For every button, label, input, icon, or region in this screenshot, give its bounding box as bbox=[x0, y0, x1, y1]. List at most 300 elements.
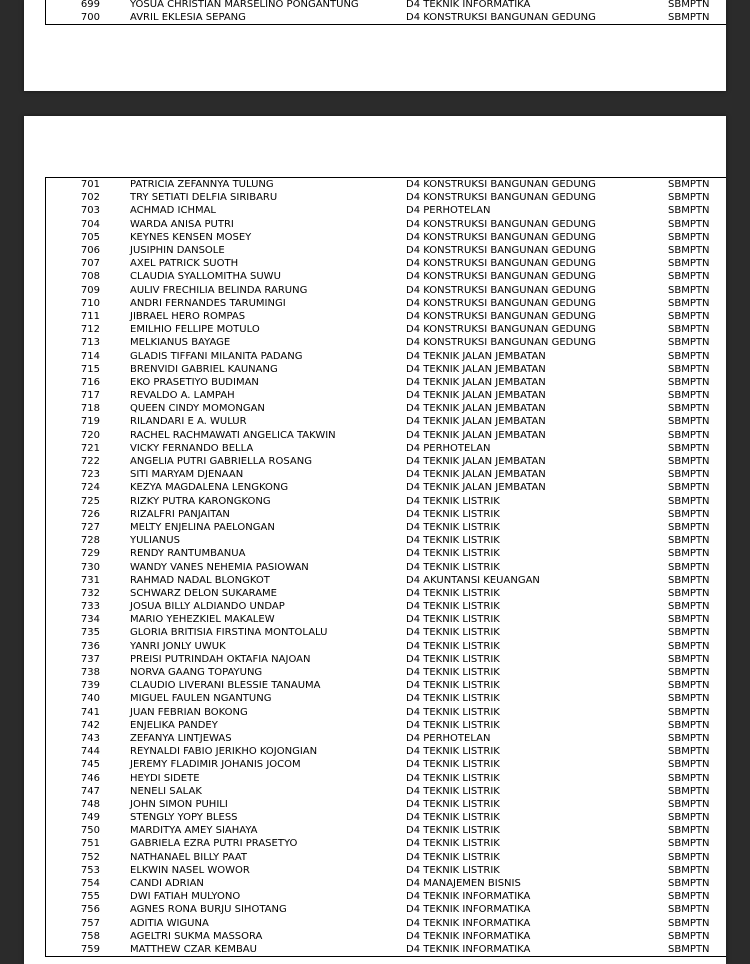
admission-path: SBMPTN bbox=[668, 667, 710, 679]
table-row bbox=[46, 481, 727, 494]
table-row bbox=[46, 824, 727, 837]
study-program: D4 TEKNIK LISTRIK bbox=[406, 640, 500, 652]
study-program: D4 TEKNIK JALAN JEMBATAN bbox=[406, 390, 546, 402]
table-row bbox=[46, 363, 727, 376]
study-program: D4 TEKNIK LISTRIK bbox=[406, 838, 500, 850]
admission-path: SBMPTN bbox=[668, 785, 710, 797]
row-number: 740 bbox=[80, 693, 100, 705]
admission-path: SBMPTN bbox=[668, 772, 710, 784]
table-row bbox=[46, 917, 727, 930]
table-row bbox=[46, 389, 727, 402]
admission-path: SBMPTN bbox=[668, 390, 710, 402]
table-row bbox=[46, 191, 727, 204]
admission-path: SBMPTN bbox=[668, 878, 710, 890]
student-name: KEYNES KENSEN MOSEY bbox=[130, 231, 252, 243]
admission-path: SBMPTN bbox=[668, 521, 710, 533]
study-program: D4 KONSTRUKSI BANGUNAN GEDUNG bbox=[406, 258, 596, 270]
row-number: 709 bbox=[80, 284, 100, 296]
student-name: JOSUA BILLY ALDIANDO UNDAP bbox=[130, 601, 285, 613]
table-row bbox=[46, 653, 727, 666]
study-program: D4 TEKNIK LISTRIK bbox=[406, 812, 500, 824]
table-row bbox=[46, 218, 727, 231]
row-number: 736 bbox=[80, 640, 100, 652]
table-row bbox=[46, 758, 727, 771]
study-program: D4 TEKNIK LISTRIK bbox=[406, 627, 500, 639]
admission-path: SBMPTN bbox=[668, 943, 710, 955]
row-number: 725 bbox=[80, 495, 100, 507]
admission-path: SBMPTN bbox=[668, 653, 710, 665]
table-row bbox=[46, 349, 727, 362]
table-row bbox=[46, 560, 727, 573]
table-row bbox=[46, 626, 727, 639]
study-program: D4 TEKNIK INFORMATIKA bbox=[406, 0, 531, 11]
study-program: D4 AKUNTANSI KEUANGAN bbox=[406, 574, 540, 586]
study-program: D4 TEKNIK LISTRIK bbox=[406, 653, 500, 665]
row-number: 748 bbox=[80, 798, 100, 810]
student-name: MIGUEL FAULEN NGANTUNG bbox=[130, 693, 272, 705]
row-number: 743 bbox=[80, 732, 100, 744]
row-number: 745 bbox=[80, 759, 100, 771]
admission-path: SBMPTN bbox=[668, 363, 710, 375]
admission-path: SBMPTN bbox=[668, 245, 710, 257]
student-name: AGELTRI SUKMA MASSORA bbox=[130, 930, 263, 942]
admission-path: SBMPTN bbox=[668, 508, 710, 520]
student-name: ZEFANYA LINTJEWAS bbox=[130, 732, 232, 744]
admission-path: SBMPTN bbox=[668, 179, 710, 191]
student-name: WARDA ANISA PUTRI bbox=[130, 218, 234, 230]
study-program: D4 KONSTRUKSI BANGUNAN GEDUNG bbox=[406, 284, 596, 296]
document-page-top bbox=[24, 0, 726, 91]
student-name: MARIO YEHEZKIEL MAKALEW bbox=[130, 614, 275, 626]
table-row bbox=[46, 587, 727, 600]
study-program: D4 KONSTRUKSI BANGUNAN GEDUNG bbox=[406, 337, 596, 349]
table-row bbox=[46, 692, 727, 705]
student-name: RAHMAD NADAL BLONGKOT bbox=[130, 574, 270, 586]
table-row bbox=[46, 732, 727, 745]
table-row bbox=[46, 837, 727, 850]
row-number: 732 bbox=[80, 587, 100, 599]
row-number: 714 bbox=[80, 350, 100, 362]
study-program: D4 TEKNIK JALAN JEMBATAN bbox=[406, 469, 546, 481]
row-number: 726 bbox=[80, 508, 100, 520]
row-number: 700 bbox=[80, 12, 100, 24]
admission-path: SBMPTN bbox=[668, 680, 710, 692]
student-name: CLAUDIO LIVERANI BLESSIE TANAUMA bbox=[130, 680, 321, 692]
table-row bbox=[46, 429, 727, 442]
student-name: EMILHIO FELLIPE MOTULO bbox=[130, 324, 260, 336]
student-name: GLADIS TIFFANI MILANITA PADANG bbox=[130, 350, 303, 362]
study-program: D4 TEKNIK JALAN JEMBATAN bbox=[406, 403, 546, 415]
row-number: 734 bbox=[80, 614, 100, 626]
row-number: 713 bbox=[80, 337, 100, 349]
admission-path: SBMPTN bbox=[668, 614, 710, 626]
study-program: D4 TEKNIK LISTRIK bbox=[406, 561, 500, 573]
row-number: 754 bbox=[80, 878, 100, 890]
student-name: JOHN SIMON PUHILI bbox=[130, 798, 228, 810]
student-name: JUSIPHIN DANSOLE bbox=[130, 245, 225, 257]
admission-path: SBMPTN bbox=[668, 297, 710, 309]
student-name: ANDRI FERNANDES TARUMINGI bbox=[130, 297, 286, 309]
admission-path: SBMPTN bbox=[668, 693, 710, 705]
student-name: ANGELIA PUTRI GABRIELLA ROSANG bbox=[130, 456, 312, 468]
admission-path: SBMPTN bbox=[668, 192, 710, 204]
admission-path: SBMPTN bbox=[668, 574, 710, 586]
student-name: ADITIA WIGUNA bbox=[130, 917, 209, 929]
student-name: CANDI ADRIAN bbox=[130, 878, 204, 890]
student-name: AXEL PATRICK SUOTH bbox=[130, 258, 239, 270]
study-program: D4 TEKNIK LISTRIK bbox=[406, 759, 500, 771]
table-row bbox=[46, 178, 727, 192]
admission-path: SBMPTN bbox=[668, 0, 710, 11]
row-number: 744 bbox=[80, 746, 100, 758]
admission-path: SBMPTN bbox=[668, 469, 710, 481]
study-program: D4 KONSTRUKSI BANGUNAN GEDUNG bbox=[406, 324, 596, 336]
table-row bbox=[46, 851, 727, 864]
student-name: RIZKY PUTRA KARONGKONG bbox=[130, 495, 271, 507]
student-name: KEZYA MAGDALENA LENGKONG bbox=[130, 482, 289, 494]
student-name: MELKIANUS BAYAGE bbox=[130, 337, 231, 349]
row-number: 759 bbox=[80, 943, 100, 955]
student-name: YANRI JONLY UWUK bbox=[130, 640, 226, 652]
admission-path: SBMPTN bbox=[668, 350, 710, 362]
table-row bbox=[46, 270, 727, 283]
student-name: WANDY VANES NEHEMIA PASIOWAN bbox=[130, 561, 309, 573]
student-name: JEREMY FLADIMIR JOHANIS JOCOM bbox=[130, 759, 301, 771]
table-row bbox=[46, 244, 727, 257]
admission-path: SBMPTN bbox=[668, 337, 710, 349]
row-number: 749 bbox=[80, 812, 100, 824]
study-program: D4 TEKNIK JALAN JEMBATAN bbox=[406, 456, 546, 468]
student-name: AULIV FRECHILIA BELINDA RARUNG bbox=[130, 284, 308, 296]
table-row bbox=[46, 679, 727, 692]
row-number: 705 bbox=[80, 231, 100, 243]
study-program: D4 KONSTRUKSI BANGUNAN GEDUNG bbox=[406, 192, 596, 204]
admission-path: SBMPTN bbox=[668, 798, 710, 810]
table-row bbox=[46, 0, 727, 11]
student-name: HEYDI SIDETE bbox=[130, 772, 200, 784]
study-program: D4 PERHOTELAN bbox=[406, 442, 491, 454]
row-number: 711 bbox=[80, 310, 100, 322]
table-row bbox=[46, 877, 727, 890]
admission-path: SBMPTN bbox=[668, 891, 710, 903]
table-row bbox=[46, 890, 727, 903]
student-name: RENDY RANTUMBANUA bbox=[130, 548, 246, 560]
table-row bbox=[46, 943, 727, 957]
row-number: 746 bbox=[80, 772, 100, 784]
admission-path: SBMPTN bbox=[668, 601, 710, 613]
table-row bbox=[46, 547, 727, 560]
student-name: YOSUA CHRISTIAN MARSELINO PONGANTUNG bbox=[130, 0, 359, 11]
student-name: MATTHEW CZAR KEMBAU bbox=[130, 943, 257, 955]
study-program: D4 TEKNIK LISTRIK bbox=[406, 693, 500, 705]
row-number: 747 bbox=[80, 785, 100, 797]
study-program: D4 TEKNIK LISTRIK bbox=[406, 587, 500, 599]
admission-path: SBMPTN bbox=[668, 258, 710, 270]
admission-path: SBMPTN bbox=[668, 746, 710, 758]
student-name: RIZALFRI PANJAITAN bbox=[130, 508, 230, 520]
table-row bbox=[46, 508, 727, 521]
results-table-bottom bbox=[45, 177, 726, 957]
table-row bbox=[46, 402, 727, 415]
study-program: D4 TEKNIK LISTRIK bbox=[406, 706, 500, 718]
student-name: ACHMAD ICHMAL bbox=[130, 205, 217, 217]
row-number: 727 bbox=[80, 521, 100, 533]
study-program: D4 PERHOTELAN bbox=[406, 732, 491, 744]
student-name: REVALDO A. LAMPAH bbox=[130, 390, 235, 402]
student-name: NATHANAEL BILLY PAAT bbox=[130, 851, 247, 863]
row-number: 756 bbox=[80, 904, 100, 916]
row-number: 737 bbox=[80, 653, 100, 665]
table-row bbox=[46, 310, 727, 323]
study-program: D4 TEKNIK LISTRIK bbox=[406, 601, 500, 613]
row-number: 751 bbox=[80, 838, 100, 850]
table-row bbox=[46, 719, 727, 732]
study-program: D4 TEKNIK LISTRIK bbox=[406, 864, 500, 876]
student-name: MELTY ENJELINA PAELONGAN bbox=[130, 521, 275, 533]
study-program: D4 KONSTRUKSI BANGUNAN GEDUNG bbox=[406, 179, 596, 191]
row-number: 701 bbox=[80, 179, 100, 191]
study-program: D4 TEKNIK LISTRIK bbox=[406, 535, 500, 547]
table-row bbox=[46, 771, 727, 784]
admission-path: SBMPTN bbox=[668, 416, 710, 428]
study-program: D4 KONSTRUKSI BANGUNAN GEDUNG bbox=[406, 218, 596, 230]
student-name: ENJELIKA PANDEY bbox=[130, 719, 218, 731]
table-row bbox=[46, 521, 727, 534]
row-number: 731 bbox=[80, 574, 100, 586]
study-program: D4 TEKNIK JALAN JEMBATAN bbox=[406, 363, 546, 375]
admission-path: SBMPTN bbox=[668, 271, 710, 283]
table-row bbox=[46, 930, 727, 943]
row-number: 728 bbox=[80, 535, 100, 547]
table-row bbox=[46, 600, 727, 613]
student-name: GABRIELA EZRA PUTRI PRASETYO bbox=[130, 838, 298, 850]
table-row bbox=[46, 442, 727, 455]
admission-path: SBMPTN bbox=[668, 403, 710, 415]
row-number: 738 bbox=[80, 667, 100, 679]
study-program: D4 KONSTRUKSI BANGUNAN GEDUNG bbox=[406, 310, 596, 322]
table-row bbox=[46, 613, 727, 626]
study-program: D4 KONSTRUKSI BANGUNAN GEDUNG bbox=[406, 297, 596, 309]
admission-path: SBMPTN bbox=[668, 456, 710, 468]
admission-path: SBMPTN bbox=[668, 812, 710, 824]
row-number: 729 bbox=[80, 548, 100, 560]
table-row bbox=[46, 336, 727, 349]
study-program: D4 TEKNIK LISTRIK bbox=[406, 508, 500, 520]
student-name: EKO PRASETIYO BUDIMAN bbox=[130, 376, 259, 388]
study-program: D4 TEKNIK LISTRIK bbox=[406, 719, 500, 731]
study-program: D4 TEKNIK LISTRIK bbox=[406, 851, 500, 863]
study-program: D4 KONSTRUKSI BANGUNAN GEDUNG bbox=[406, 231, 596, 243]
table-row bbox=[46, 376, 727, 389]
admission-path: SBMPTN bbox=[668, 442, 710, 454]
study-program: D4 KONSTRUKSI BANGUNAN GEDUNG bbox=[406, 271, 596, 283]
student-name: PATRICIA ZEFANNYA TULUNG bbox=[130, 179, 274, 191]
table-row bbox=[46, 574, 727, 587]
study-program: D4 TEKNIK LISTRIK bbox=[406, 798, 500, 810]
row-number: 752 bbox=[80, 851, 100, 863]
row-number: 702 bbox=[80, 192, 100, 204]
student-name: AGNES RONA BURJU SIHOTANG bbox=[130, 904, 287, 916]
row-number: 720 bbox=[80, 429, 100, 441]
row-number: 707 bbox=[80, 258, 100, 270]
study-program: D4 MANAJEMEN BISNIS bbox=[406, 878, 521, 890]
admission-path: SBMPTN bbox=[668, 12, 710, 24]
admission-path: SBMPTN bbox=[668, 376, 710, 388]
admission-path: SBMPTN bbox=[668, 851, 710, 863]
student-name: DWI FATIAH MULYONO bbox=[130, 891, 241, 903]
admission-path: SBMPTN bbox=[668, 732, 710, 744]
table-row bbox=[46, 297, 727, 310]
admission-path: SBMPTN bbox=[668, 429, 710, 441]
admission-path: SBMPTN bbox=[668, 864, 710, 876]
study-program: D4 TEKNIK JALAN JEMBATAN bbox=[406, 376, 546, 388]
study-program: D4 TEKNIK LISTRIK bbox=[406, 614, 500, 626]
table-row bbox=[46, 284, 727, 297]
table-row bbox=[46, 745, 727, 758]
table-row bbox=[46, 323, 727, 336]
study-program: D4 TEKNIK LISTRIK bbox=[406, 772, 500, 784]
student-name: PREISI PUTRINDAH OKTAFIA NAJOAN bbox=[130, 653, 311, 665]
study-program: D4 TEKNIK INFORMATIKA bbox=[406, 943, 531, 955]
row-number: 753 bbox=[80, 864, 100, 876]
row-number: 721 bbox=[80, 442, 100, 454]
row-number: 703 bbox=[80, 205, 100, 217]
student-name: REYNALDI FABIO JERIKHO KOJONGIAN bbox=[130, 746, 318, 758]
student-name: RILANDARI E A. WULUR bbox=[130, 416, 247, 428]
student-name: CLAUDIA SYALLOMITHA SUWU bbox=[130, 271, 281, 283]
student-name: NORVA GAANG TOPAYUNG bbox=[130, 667, 263, 679]
student-name: JUAN FEBRIAN BOKONG bbox=[130, 706, 248, 718]
study-program: D4 TEKNIK LISTRIK bbox=[406, 785, 500, 797]
study-program: D4 TEKNIK INFORMATIKA bbox=[406, 917, 531, 929]
student-name: BRENVIDI GABRIEL KAUNANG bbox=[130, 363, 278, 375]
row-number: 706 bbox=[80, 245, 100, 257]
study-program: D4 TEKNIK LISTRIK bbox=[406, 746, 500, 758]
study-program: D4 TEKNIK LISTRIK bbox=[406, 521, 500, 533]
results-table-top bbox=[45, 0, 726, 25]
student-name: STENGLY YOPY BLESS bbox=[130, 812, 238, 824]
admission-path: SBMPTN bbox=[668, 561, 710, 573]
student-name: ELKWIN NASEL WOWOR bbox=[130, 864, 250, 876]
row-number: 735 bbox=[80, 627, 100, 639]
row-number: 722 bbox=[80, 456, 100, 468]
study-program: D4 TEKNIK LISTRIK bbox=[406, 495, 500, 507]
admission-path: SBMPTN bbox=[668, 719, 710, 731]
row-number: 742 bbox=[80, 719, 100, 731]
table-row bbox=[46, 257, 727, 270]
row-number: 739 bbox=[80, 680, 100, 692]
row-number: 708 bbox=[80, 271, 100, 283]
admission-path: SBMPTN bbox=[668, 904, 710, 916]
admission-path: SBMPTN bbox=[668, 495, 710, 507]
table-row bbox=[46, 706, 727, 719]
table-row bbox=[46, 640, 727, 653]
admission-path: SBMPTN bbox=[668, 284, 710, 296]
admission-path: SBMPTN bbox=[668, 205, 710, 217]
table-row bbox=[46, 798, 727, 811]
row-number: 733 bbox=[80, 601, 100, 613]
row-number: 710 bbox=[80, 297, 100, 309]
student-name: YULIANUS bbox=[130, 535, 180, 547]
document-page-bottom bbox=[24, 116, 726, 964]
admission-path: SBMPTN bbox=[668, 825, 710, 837]
table-row bbox=[46, 495, 727, 508]
study-program: D4 TEKNIK LISTRIK bbox=[406, 680, 500, 692]
study-program: D4 TEKNIK LISTRIK bbox=[406, 825, 500, 837]
study-program: D4 KONSTRUKSI BANGUNAN GEDUNG bbox=[406, 245, 596, 257]
student-name: SITI MARYAM DJENAAN bbox=[130, 469, 244, 481]
table-row bbox=[46, 864, 727, 877]
student-name: VICKY FERNANDO BELLA bbox=[130, 442, 254, 454]
student-name: GLORIA BRITISIA FIRSTINA MONTOLALU bbox=[130, 627, 328, 639]
admission-path: SBMPTN bbox=[668, 640, 710, 652]
row-number: 741 bbox=[80, 706, 100, 718]
row-number: 699 bbox=[80, 0, 100, 11]
study-program: D4 TEKNIK JALAN JEMBATAN bbox=[406, 416, 546, 428]
table-row bbox=[46, 231, 727, 244]
table-row bbox=[46, 903, 727, 916]
row-number: 717 bbox=[80, 390, 100, 402]
row-number: 716 bbox=[80, 376, 100, 388]
admission-path: SBMPTN bbox=[668, 917, 710, 929]
results-table-bottom-body bbox=[46, 178, 727, 957]
admission-path: SBMPTN bbox=[668, 482, 710, 494]
student-name: AVRIL EKLESIA SEPANG bbox=[130, 12, 246, 24]
table-row bbox=[46, 811, 727, 824]
row-number: 757 bbox=[80, 917, 100, 929]
row-number: 712 bbox=[80, 324, 100, 336]
table-row bbox=[46, 11, 727, 25]
study-program: D4 TEKNIK JALAN JEMBATAN bbox=[406, 482, 546, 494]
study-program: D4 TEKNIK INFORMATIKA bbox=[406, 904, 531, 916]
table-row bbox=[46, 785, 727, 798]
row-number: 704 bbox=[80, 218, 100, 230]
student-name: RACHEL RACHMAWATI ANGELICA TAKWIN bbox=[130, 429, 336, 441]
admission-path: SBMPTN bbox=[668, 231, 710, 243]
row-number: 758 bbox=[80, 930, 100, 942]
table-row bbox=[46, 666, 727, 679]
study-program: D4 TEKNIK INFORMATIKA bbox=[406, 891, 531, 903]
row-number: 719 bbox=[80, 416, 100, 428]
student-name: SCHWARZ DELON SUKARAME bbox=[130, 587, 277, 599]
study-program: D4 TEKNIK LISTRIK bbox=[406, 548, 500, 560]
row-number: 718 bbox=[80, 403, 100, 415]
admission-path: SBMPTN bbox=[668, 218, 710, 230]
row-number: 715 bbox=[80, 363, 100, 375]
results-table-top-body bbox=[46, 0, 727, 25]
row-number: 730 bbox=[80, 561, 100, 573]
student-name: MARDITYA AMEY SIAHAYA bbox=[130, 825, 258, 837]
admission-path: SBMPTN bbox=[668, 535, 710, 547]
study-program: D4 TEKNIK LISTRIK bbox=[406, 667, 500, 679]
study-program: D4 PERHOTELAN bbox=[406, 205, 491, 217]
admission-path: SBMPTN bbox=[668, 838, 710, 850]
admission-path: SBMPTN bbox=[668, 930, 710, 942]
table-row bbox=[46, 415, 727, 428]
table-row bbox=[46, 204, 727, 217]
study-program: D4 TEKNIK INFORMATIKA bbox=[406, 930, 531, 942]
study-program: D4 TEKNIK JALAN JEMBATAN bbox=[406, 429, 546, 441]
student-name: NENELI SALAK bbox=[130, 785, 202, 797]
table-row bbox=[46, 455, 727, 468]
row-number: 724 bbox=[80, 482, 100, 494]
student-name: QUEEN CINDY MOMONGAN bbox=[130, 403, 265, 415]
admission-path: SBMPTN bbox=[668, 587, 710, 599]
table-row bbox=[46, 534, 727, 547]
table-row bbox=[46, 468, 727, 481]
row-number: 723 bbox=[80, 469, 100, 481]
admission-path: SBMPTN bbox=[668, 310, 710, 322]
